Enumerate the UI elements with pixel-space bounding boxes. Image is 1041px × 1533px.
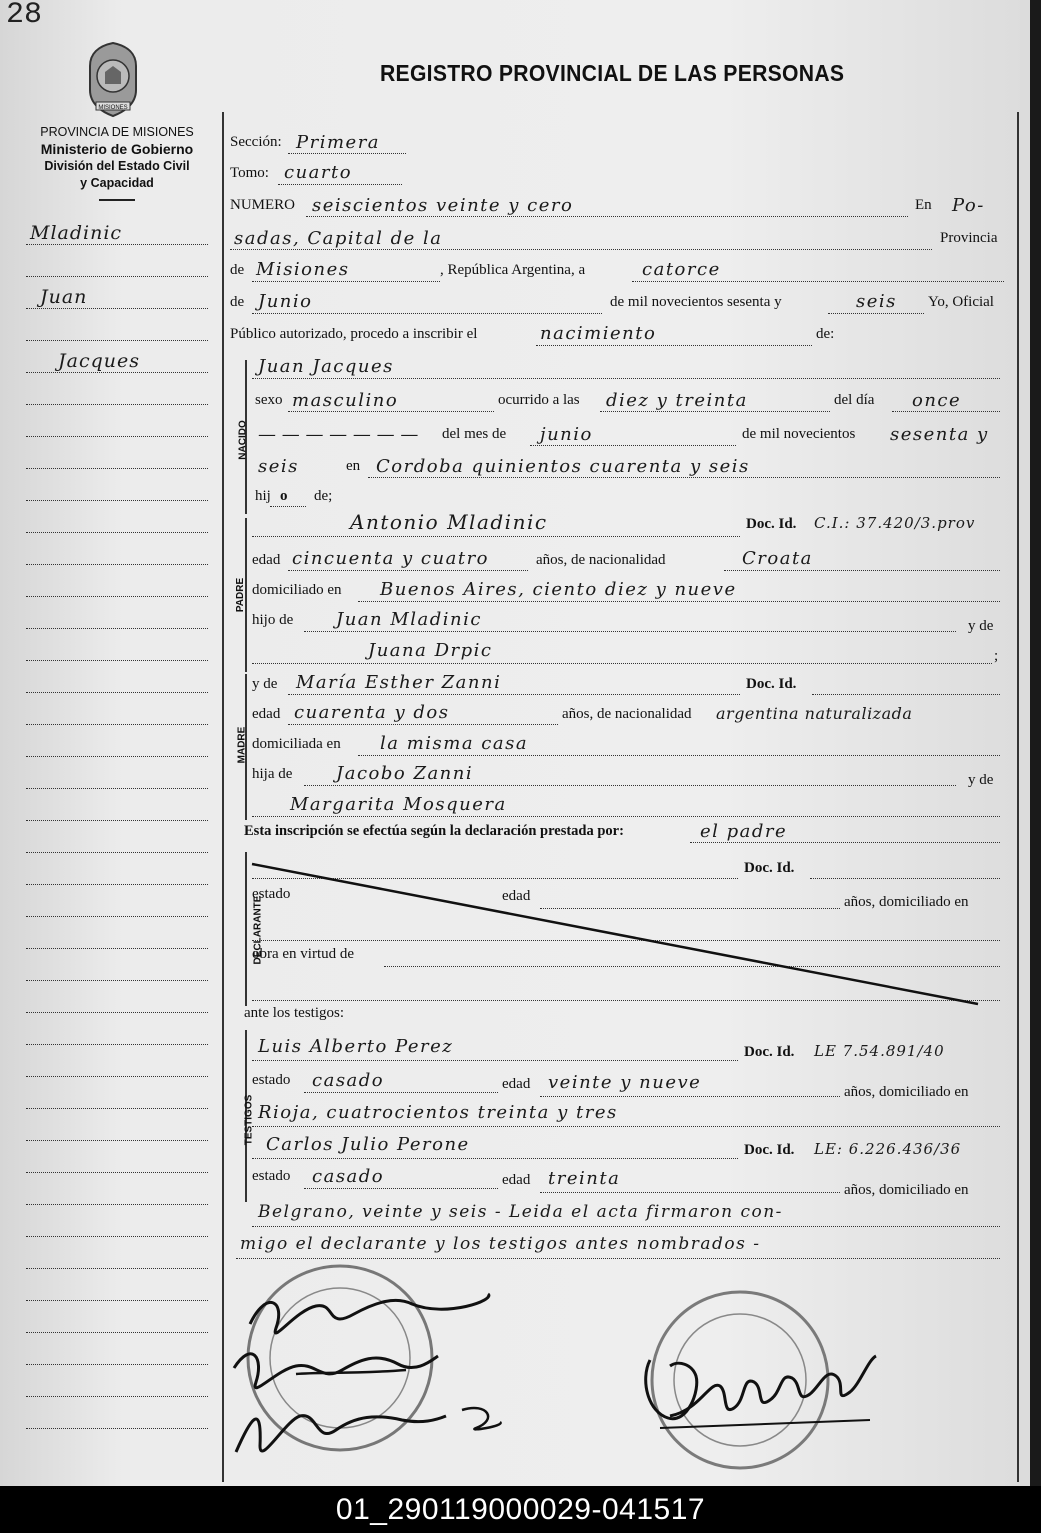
- margin-note-second-name: Jacques: [58, 350, 140, 372]
- authority-division: División del Estado Civil: [44, 159, 190, 173]
- padre-doc-value: C.I.: 37.420/3.prov: [814, 514, 976, 532]
- testigo2-edad-label: edad: [502, 1172, 531, 1188]
- province-value: Misiones: [256, 259, 350, 280]
- dia-value: once: [912, 390, 962, 411]
- declarante-domicilio-label: años, domiciliado en: [844, 894, 969, 910]
- hij-de-label: de;: [314, 488, 333, 504]
- de-label: de: [230, 262, 245, 278]
- de-colon-label: de:: [816, 326, 835, 342]
- madre-father-value: Jacobo Zanni: [336, 763, 474, 784]
- declarante-doc-label: Doc. Id.: [744, 860, 795, 876]
- numero-value: seiscientos veinte y cero: [312, 195, 574, 216]
- madre-edad-value: cuarenta y dos: [294, 702, 450, 723]
- anio-value: sesenta y: [890, 424, 989, 445]
- padre-hijo-de-label: hijo de: [252, 612, 294, 628]
- act-type-value: nacimiento: [540, 323, 657, 344]
- testigo2-doc-label: Doc. Id.: [744, 1142, 795, 1158]
- madre-mother-value: Margarita Mosquera: [290, 794, 507, 815]
- madre-section-label: MADRE: [236, 726, 248, 764]
- sexo-label: sexo: [255, 392, 283, 408]
- hij-suffix-value: o: [280, 488, 288, 504]
- de-label-2: de: [230, 294, 245, 310]
- place-value-start: Po-: [952, 195, 985, 216]
- madre-edad-label: edad: [252, 706, 281, 722]
- authority-capacity: y Capacidad: [80, 176, 154, 190]
- nacido-section-label: NACIDO: [237, 420, 249, 460]
- declaracion-label: Esta inscripción se efectúa según la declaración prestada por:: [244, 823, 624, 839]
- padre-y-de-label: y de: [968, 618, 994, 634]
- republica-label: , República Argentina, a: [440, 262, 586, 278]
- declarante-section-label: DECLARANTE: [252, 895, 264, 965]
- madre-domicilio-label: domiciliada en: [252, 736, 341, 752]
- testigo1-estado-value: casado: [312, 1070, 385, 1091]
- authority-province: PROVINCIA DE MISIONES: [40, 125, 194, 139]
- testigo1-edad-value: veinte y nueve: [548, 1072, 702, 1093]
- mes-label: del mes de: [442, 426, 507, 442]
- padre-edad-label: edad: [252, 552, 281, 568]
- madre-y-de-label: y de: [252, 676, 278, 692]
- testigo1-estado-label: estado: [252, 1072, 291, 1088]
- numero-label: NUMERO: [230, 197, 296, 213]
- padre-section-label: PADRE: [235, 577, 247, 613]
- nacido-name: Juan Jacques: [258, 356, 394, 377]
- anio-label: de mil novecientos: [742, 426, 856, 442]
- padre-nacionalidad-label: años, de nacionalidad: [536, 552, 666, 568]
- madre-hija-de-label: hija de: [252, 766, 293, 782]
- place-value: sadas, Capital de la: [234, 228, 443, 249]
- mes-value: junio: [540, 424, 593, 445]
- yo-oficial-label: Yo, Oficial: [928, 294, 994, 310]
- hij-label: hij: [255, 488, 271, 504]
- tomo-label: Tomo:: [230, 165, 269, 181]
- testigo2-domicilio-label: años, domiciliado en: [844, 1182, 969, 1198]
- en-label: En: [915, 197, 932, 213]
- year-value: seis: [856, 291, 897, 312]
- testigo2-domicilio-value: Belgrano, veinte y seis - Leida el acta firmaron con-: [258, 1202, 783, 1222]
- publico-label: Público autorizado, procedo a inscribir el: [230, 326, 478, 342]
- padre-mother-value: Juana Drpic: [368, 640, 493, 661]
- issuing-authority: [12, 124, 222, 201]
- madre-nacionalidad-value: argentina naturalizada: [716, 704, 913, 723]
- page-number: 28: [6, 0, 43, 32]
- testigo2-edad-value: treinta: [548, 1168, 621, 1189]
- testigo2-doc-value: LE: 6.226.436/36: [814, 1140, 962, 1158]
- declaracion-value: el padre: [700, 821, 788, 842]
- margin-note-first-name: Juan: [40, 286, 88, 308]
- sexo-value: masculino: [292, 390, 399, 411]
- testigo2-estado-value: casado: [312, 1166, 385, 1187]
- archive-reference-code: 01_290119000029-041517: [0, 1486, 1041, 1533]
- testigo1-doc-value: LE 7.54.891/40: [814, 1042, 945, 1060]
- declarante-strike-line: [250, 856, 990, 1008]
- closing-statement: migo el declarante y los testigos antes nombrados -: [240, 1234, 761, 1254]
- dia-filler-dashes: — — — — — — —: [258, 424, 419, 445]
- ocurrido-label: ocurrido a las: [498, 392, 580, 408]
- lugar-value: Cordoba quinientos cuarenta y seis: [376, 456, 750, 477]
- padre-doc-label: Doc. Id.: [746, 516, 797, 532]
- officer-signature: [630, 1320, 890, 1450]
- tomo-value: cuarto: [284, 162, 353, 183]
- del-dia-label: del día: [834, 392, 875, 408]
- testigo1-edad-label: edad: [502, 1076, 531, 1092]
- margin-note-surname: Mladinic: [30, 222, 123, 244]
- padre-name: Antonio Mladinic: [350, 510, 548, 534]
- anio-value-continued: seis: [258, 456, 299, 477]
- lugar-en-label: en: [346, 458, 361, 474]
- madre-nacionalidad-label: años, de nacionalidad: [562, 706, 692, 722]
- obra-en-virtud-label: obra en virtud de: [252, 946, 355, 962]
- provincial-crest: [78, 40, 148, 120]
- testigo1-doc-label: Doc. Id.: [744, 1044, 795, 1060]
- padre-nacionalidad-value: Croata: [742, 548, 813, 569]
- declarante-estado-label: estado: [252, 886, 291, 902]
- madre-name: María Esther Zanni: [296, 672, 502, 693]
- day-value: catorce: [642, 259, 721, 280]
- seccion-value: Primera: [296, 132, 381, 153]
- provincia-label: Provincia: [940, 230, 998, 246]
- authority-ministry: Ministerio de Gobierno: [40, 141, 194, 157]
- madre-doc-label: Doc. Id.: [746, 676, 797, 692]
- declarante-edad-label: edad: [502, 888, 531, 904]
- authority-divider: [99, 199, 135, 201]
- testigo2-name: Carlos Julio Perone: [266, 1134, 470, 1155]
- testigo1-name: Luis Alberto Perez: [258, 1036, 454, 1057]
- seccion-label: Sección:: [230, 134, 282, 150]
- madre-domicilio-value: la misma casa: [380, 733, 529, 754]
- crest-label: MISIONES: [98, 105, 128, 111]
- testigo1-domicilio-value: Rioja, cuatrocientos treinta y tres: [258, 1102, 618, 1123]
- month-value: Junio: [258, 291, 313, 312]
- testigo1-domicilio-label: años, domiciliado en: [844, 1084, 969, 1100]
- padre-edad-value: cincuenta y cuatro: [292, 548, 490, 569]
- padre-semicolon: ;: [994, 648, 999, 664]
- hora-value: diez y treinta: [606, 390, 748, 411]
- padre-domicilio-label: domiciliado en: [252, 582, 342, 598]
- year-label: de mil novecientos sesenta y: [610, 294, 782, 310]
- testigos-intro: ante los testigos:: [244, 1005, 344, 1021]
- padre-domicilio-value: Buenos Aires, ciento diez y nueve: [380, 579, 737, 600]
- padre-father-value: Juan Mladinic: [336, 609, 482, 630]
- testigos-section-label: TESTIGOS: [243, 1094, 255, 1146]
- testigo2-estado-label: estado: [252, 1168, 291, 1184]
- page-title: REGISTRO PROVINCIAL DE LAS PERSONAS: [380, 60, 845, 86]
- witness-signatures: [226, 1270, 516, 1480]
- madre-y-de-label: y de: [968, 772, 994, 788]
